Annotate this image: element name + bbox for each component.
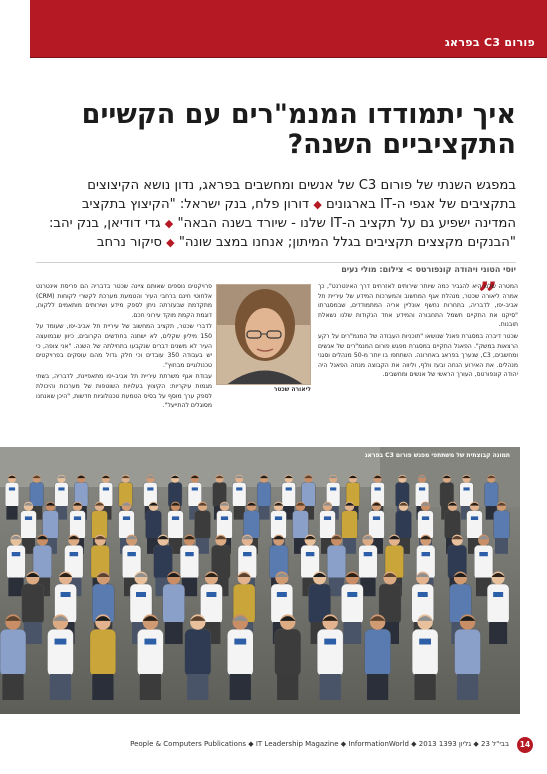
article-headline: [46, 100, 516, 160]
byline-row: [36, 262, 516, 274]
deck-separator-icon: ◆: [313, 198, 322, 211]
article-deck: [46, 176, 516, 252]
group-photo: [0, 447, 520, 714]
body-paragraph: שכטר דיברה במסגרת פאנל שנושאו "תוכניות העבודה של המנמ"רים על רקע הרצאות במשק". הפאנל התקיים במסגרת מפגש פורום המנמ"רים של אנשים ומחשבים, C3, שנערך בפראג באחרונה. השתתפו בו יותר מ-50 מנהלים וסגני מנהלים. את האירוע הנחה ובעז וולף, וליווה את הקבוצה מנחה הפאנל היה יהודה קונפורטס, העורך הראשי של אנשים ומחשבים.: [318, 332, 518, 379]
body-paragraph: פרויקטים נוספים שאותם ציינה שכטר בדבריה הם פריסת אינטרנט אלחוטי חינם ברחבי העיר והטמעת מערכת לקשרי לקוחות (CRM) מתקדמת שבעזרתה ניתן לספק מידע ושירותים מותאמים ללקוח, דוגמת הקמת מוקד עירוני חכם.: [36, 283, 212, 319]
body-column-right: [318, 282, 518, 382]
footer-publication-line: People & Computers Publications ◆ IT Leadership Magazine ◆ InformationWorld ◆ 2013 בבי"ל 23 ◆ גליון 1393: [130, 740, 509, 748]
group-photo-image: [0, 447, 520, 714]
body-paragraph: עבודת אגף משרתת עיריית תל אביב-יפו מתאפיינת, לדבריה, בשתי מגמות עיקריות: הקיצוץ בעלויות השוטפות של מערכות והיכולת לספק ערך מוסף על בסיס הטמעת טכנולוגיות חדשות, "היכן שאנחנו מסוגלים להתייעל".: [36, 373, 212, 410]
body-paragraph: לדברי שכטר, תקציב המחשוב של עיריית תל אביב-יפו, שעומד על 150 מיליון שקלים, לא ישתנה בחודשים הקרובים, כיוון שבמועצה העיר לא משנים דברים שנקבעו בתחילתה של השנה. "אני צופה, כי יש בעבודה 350 עובדים וכי חלק גדול מהם עוסקים בפרויקטים טכנולוגיים מבחוץ".: [36, 323, 212, 369]
section-header-bar: [30, 0, 547, 58]
quote-mark-icon: ”: [478, 275, 498, 315]
body-paragraph: המטרה שלנו היא להגביר כמה שיותר שירותים לאזרחים דרך האינטרנט", כך אמרה ליאורה שכטר, מנהלת אגף המחשוב והמערכות המידע של עיריית תל אביב-יפו, לדבריה, בתחרות נחשף אונליין אריה המתמודדים, שבמסגרתו "סיקנו את התקיים חשמל התחבורה והמידע אחד הנקודות שלנו נשאלת תובנות.: [318, 283, 518, 329]
portrait-photo: [216, 284, 311, 385]
deck-part-4: סיקור נרחב: [96, 235, 162, 250]
body-column-left: [36, 282, 212, 413]
deck-part-2: דורון פלח, בנק ישראל: "הקיצוץ בתקציב המדינה ישפיע גם על תקציב ה-IT שלנו - שיורד בשנה הבאה": [81, 197, 516, 231]
deck-separator-icon: ◆: [166, 236, 175, 249]
page-number: 14: [517, 737, 533, 753]
deck-separator-icon: ◆: [164, 217, 174, 230]
headline-line-1: איך יתמודדו המנמ"רים עם הקשיים: [81, 99, 516, 130]
deck-part-3: גדי דודיאן, בנק יהב: "הבנקים מקצצים תקציבים בגלל המיתון; אנחנו במצב שונה": [48, 216, 516, 250]
page-footer: [0, 736, 547, 754]
deck-part-1: במפגש השנתי של פורום C3 של אנשים ומחשבים בפראג, נדון נושא הקיצוצים בתקציבים של אגפי ה-IT בארגונים: [87, 178, 516, 212]
portrait-caption: ליאורה שכטר: [273, 386, 311, 393]
portrait-image: [217, 285, 311, 385]
section-tag: פורום C3 בפראג: [444, 36, 535, 49]
byline: יוסי הטוני ויהודה קונפורטס > צילום: מולי נעים: [341, 265, 516, 274]
headline-line-2: התקציביים השנה?: [287, 129, 516, 160]
photo-caption: תמונה קבוצתית של משתתפי מפגש פורום C3 בפראג: [364, 452, 510, 459]
